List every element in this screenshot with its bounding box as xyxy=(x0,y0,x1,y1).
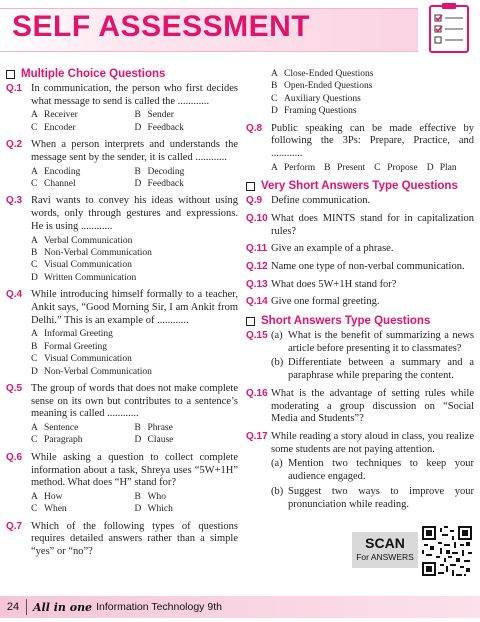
option: D Framing Questions xyxy=(271,106,357,117)
sub-question: (a) What is the benefit of summarizing a news article before presenting it to classmates? xyxy=(271,330,474,354)
option: B Non-Verbal Communication xyxy=(31,247,152,258)
checklist-icon xyxy=(424,2,474,56)
options xyxy=(31,109,238,134)
question xyxy=(6,452,238,520)
question-number: Q.8 xyxy=(246,122,263,134)
question-text: Give an example of a phrase. xyxy=(271,243,394,255)
question xyxy=(246,296,474,309)
question-number: Q.16 xyxy=(246,387,268,399)
question-text: Ravi wants to convey his ideas without using words, only through gestures and expressions. He is using ............ xyxy=(31,195,238,232)
question-number: Q.14 xyxy=(246,296,268,308)
question xyxy=(6,83,238,138)
question xyxy=(246,431,474,511)
question-number: Q.10 xyxy=(246,212,268,224)
checkbox-icon xyxy=(246,317,255,326)
question xyxy=(246,123,474,179)
question-text: What does MINTS stand for in capitalization rules? xyxy=(271,212,474,237)
option: D Plan xyxy=(426,162,457,173)
question-text: Give one formal greeting. xyxy=(271,296,380,308)
short-heading xyxy=(246,315,474,327)
options xyxy=(31,491,238,516)
question xyxy=(246,330,474,383)
option: A Perform xyxy=(271,162,316,173)
question-text: Public speaking can be made effective by following the 3Ps: Prepare, Practice, and ............ xyxy=(271,122,474,160)
option: D Which xyxy=(134,504,173,515)
sub-question: (b) Differentiate between a summary and a paraphrase while preparing the content. xyxy=(271,357,474,382)
footer-divider xyxy=(26,599,27,615)
question xyxy=(246,388,474,426)
option: C Paragraph xyxy=(31,435,83,446)
option: C When xyxy=(31,504,67,515)
question xyxy=(246,261,474,274)
brand-logo: All in one xyxy=(33,600,93,614)
scan-for-answers-label xyxy=(352,532,418,568)
very-short-heading-text: Very Short Answers Type Questions xyxy=(261,180,458,193)
question xyxy=(6,289,238,382)
options xyxy=(31,235,238,285)
question xyxy=(6,139,238,194)
question-number: Q.15 xyxy=(246,330,268,342)
page-footer xyxy=(0,596,480,618)
question-text: While reading a story aloud in class, you realize some students are not paying attention. xyxy=(271,430,474,455)
scan-sublabel: For ANSWERS xyxy=(356,552,414,562)
option: A Sentence xyxy=(31,423,79,434)
question-text: When a person interprets and understands the message sent by the sender, it is called ............ xyxy=(31,139,238,163)
question xyxy=(246,243,474,256)
question-number: Q.3 xyxy=(6,195,23,207)
question-number: Q.4 xyxy=(6,289,23,301)
question-number: Q.5 xyxy=(6,382,23,394)
right-column xyxy=(246,68,474,512)
question-number: Q.7 xyxy=(6,520,23,532)
very-short-heading xyxy=(246,180,474,192)
option: B Open-Ended Questions xyxy=(271,81,373,92)
question-number: Q.2 xyxy=(6,139,23,151)
question xyxy=(6,383,238,451)
question-number: Q.11 xyxy=(246,243,268,255)
page-header xyxy=(0,0,480,58)
question-number: Q.12 xyxy=(246,260,268,272)
option: B Formal Greeting xyxy=(31,341,108,352)
short-heading-text: Short Answers Type Questions xyxy=(261,315,431,328)
book-title: Information Technology 9th xyxy=(96,601,222,613)
mcq-heading-text: Multiple Choice Questions xyxy=(21,68,166,80)
option: A How xyxy=(31,491,63,502)
question-text: What is the advantage of setting rules while moderating a group discussion on “Social Media and Students”? xyxy=(271,387,474,425)
question xyxy=(246,279,474,292)
option: D Non-Verbal Communication xyxy=(31,366,152,377)
page-number: 24 xyxy=(6,601,20,613)
option: D Feedback xyxy=(134,122,184,133)
question-text: The group of words that does not make complete sense on its own but contributes to a sentence’s meaning is called ............ xyxy=(31,382,238,420)
options xyxy=(271,162,474,174)
sub-question: (a) Mention two techniques to keep your audience engaged. xyxy=(271,458,474,483)
option: A Informal Greeting xyxy=(31,329,113,340)
checkbox-icon xyxy=(6,70,15,79)
page-title: SELF ASSESSMENT xyxy=(12,10,311,43)
question-text: What does 5W+1H stand for? xyxy=(271,278,397,290)
left-column xyxy=(6,68,238,560)
option: A Encoding xyxy=(31,166,81,177)
option: D Written Communication xyxy=(31,272,137,283)
options xyxy=(31,422,238,447)
option: C Encoder xyxy=(31,122,76,133)
question-text: While introducing himself formally to a teacher, Ankit says, “Good Morning Sir, I am Ankit from Delhi.” This is an example of ............ xyxy=(31,289,238,326)
scan-label: SCAN xyxy=(365,535,405,551)
question-text: While asking a question to collect complete information about a task, Shreya uses “5W+1H” method. What does “H” stand for? xyxy=(31,451,238,489)
question-number: Q.17 xyxy=(246,430,268,442)
option: D Feedback xyxy=(134,179,184,190)
options xyxy=(271,68,474,118)
option: B Present xyxy=(324,162,366,173)
option: B Sender xyxy=(134,110,174,121)
checkbox-icon xyxy=(246,182,255,191)
option: A Close-Ended Questions xyxy=(271,69,374,79)
option: B Decoding xyxy=(134,166,185,177)
question xyxy=(6,521,238,559)
question-text: Define communication. xyxy=(271,195,371,207)
option: B Who xyxy=(134,491,166,502)
question-number: Q.9 xyxy=(246,195,263,207)
options xyxy=(31,328,238,378)
question-text: Which of the following types of questions requires detailed answers rather than a simple “yes” or “no”? xyxy=(31,520,238,558)
option: C Propose xyxy=(374,162,418,173)
question-text: In communication, the person who first decides what message to send is called the ............ xyxy=(31,83,238,107)
option: C Channel xyxy=(31,179,76,190)
option: C Visual Communication xyxy=(31,354,132,365)
question xyxy=(6,195,238,288)
question-number: Q.1 xyxy=(6,83,23,94)
option: C Auxiliary Questions xyxy=(271,93,361,104)
question-continued xyxy=(246,68,474,122)
options xyxy=(31,166,238,191)
option: D Clause xyxy=(134,435,174,446)
question-number: Q.13 xyxy=(246,278,268,290)
question-text: Name one type of non-verbal communication. xyxy=(271,260,465,272)
option: A Verbal Communication xyxy=(31,235,133,246)
question-number: Q.6 xyxy=(6,451,23,463)
qr-code-icon[interactable] xyxy=(422,526,472,576)
sub-question: (b) Suggest two ways to improve your pronunciation while reading. xyxy=(271,485,474,510)
option: B Phrase xyxy=(134,423,173,434)
question xyxy=(246,195,474,208)
question xyxy=(246,213,474,238)
mcq-heading xyxy=(6,68,238,80)
option: C Visual Communication xyxy=(31,260,132,271)
option: A Receiver xyxy=(31,110,78,121)
